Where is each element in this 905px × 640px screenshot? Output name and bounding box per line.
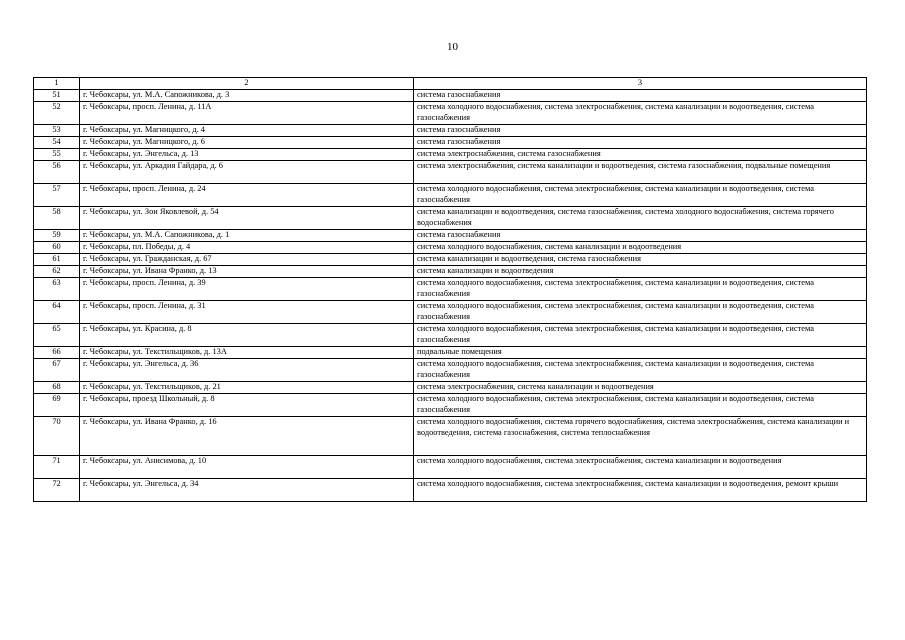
table-row — [34, 184, 867, 207]
row-systems: система газоснабжения — [414, 137, 867, 149]
row-address: г. Чебоксары, ул. Зои Яковлевой, д. 54 — [80, 207, 414, 230]
table-row — [34, 125, 867, 137]
table-row — [34, 382, 867, 394]
row-number: 64 — [34, 301, 80, 324]
row-address: г. Чебоксары, ул. Магницкого, д. 6 — [80, 137, 414, 149]
row-number: 70 — [34, 417, 80, 456]
row-systems: система холодного водоснабжения, система электроснабжения, система канализации и водоотведения — [414, 456, 867, 479]
row-address: г. Чебоксары, ул. Текстильщиков, д. 13А — [80, 347, 414, 359]
row-systems: система холодного водоснабжения, система электроснабжения, система канализации и водоотведения, система газоснабжения — [414, 278, 867, 301]
row-number: 52 — [34, 102, 80, 125]
row-number: 54 — [34, 137, 80, 149]
table-row — [34, 359, 867, 382]
row-systems: система холодного водоснабжения, система электроснабжения, система канализации и водоотведения, система газоснабжения — [414, 359, 867, 382]
row-systems: система холодного водоснабжения, система электроснабжения, система канализации и водоотведения, система газоснабжения — [414, 324, 867, 347]
row-address: г. Чебоксары, ул. Анисимова, д. 10 — [80, 456, 414, 479]
row-address: г. Чебоксары, ул. Энгельса, д. 34 — [80, 479, 414, 502]
table-row — [34, 456, 867, 479]
buildings-table — [33, 77, 867, 502]
page-number: 10 — [447, 41, 458, 53]
row-address: г. Чебоксары, ул. Аркадия Гайдара, д. 6 — [80, 161, 414, 184]
row-address: г. Чебоксары, ул. Ивана Франко, д. 16 — [80, 417, 414, 456]
row-address: г. Чебоксары, ул. М.А. Сапожникова, д. 1 — [80, 230, 414, 242]
row-number: 63 — [34, 278, 80, 301]
row-number: 59 — [34, 230, 80, 242]
row-number: 58 — [34, 207, 80, 230]
row-systems: система холодного водоснабжения, система электроснабжения, система канализации и водоотведения, система газоснабжения — [414, 184, 867, 207]
row-address: г. Чебоксары, ул. Красина, д. 8 — [80, 324, 414, 347]
table-header-row — [34, 78, 867, 90]
row-address: г. Чебоксары, ул. Энгельса, д. 13 — [80, 149, 414, 161]
row-systems: система холодного водоснабжения, система электроснабжения, система канализации и водоотведения, ремонт крыши — [414, 479, 867, 502]
table-row — [34, 479, 867, 502]
row-systems: система электроснабжения, система канализации и водоотведения — [414, 382, 867, 394]
row-systems: система канализации и водоотведения, система газоснабжения, система холодного водоснабжения, система горячего водоснабжения — [414, 207, 867, 230]
row-systems: система холодного водоснабжения, система горячего водоснабжения, система электроснабжения, система канализации и водоотведения, система газоснабжения, система теплоснабжения — [414, 417, 867, 456]
table-row — [34, 324, 867, 347]
row-address: г. Чебоксары, ул. Гражданская, д. 67 — [80, 254, 414, 266]
header-col-3: 3 — [414, 78, 867, 90]
row-number: 67 — [34, 359, 80, 382]
table-row — [34, 301, 867, 324]
table-row — [34, 417, 867, 456]
table-row — [34, 149, 867, 161]
row-systems: система холодного водоснабжения, система электроснабжения, система канализации и водоотведения, система газоснабжения — [414, 394, 867, 417]
row-systems: система газоснабжения — [414, 125, 867, 137]
row-systems: система канализации и водоотведения — [414, 266, 867, 278]
row-systems: система электроснабжения, система канализации и водоотведения, система газоснабжения, подвальные помещения — [414, 161, 867, 184]
row-number: 68 — [34, 382, 80, 394]
row-address: г. Чебоксары, просп. Ленина, д. 24 — [80, 184, 414, 207]
table-row — [34, 242, 867, 254]
table-row — [34, 394, 867, 417]
row-systems: система газоснабжения — [414, 90, 867, 102]
row-number: 66 — [34, 347, 80, 359]
row-address: г. Чебоксары, ул. Текстильщиков, д. 21 — [80, 382, 414, 394]
row-number: 62 — [34, 266, 80, 278]
row-number: 57 — [34, 184, 80, 207]
header-col-2: 2 — [80, 78, 414, 90]
row-address: г. Чебоксары, просп. Ленина, д. 31 — [80, 301, 414, 324]
row-number: 53 — [34, 125, 80, 137]
row-address: г. Чебоксары, пл. Победы, д. 4 — [80, 242, 414, 254]
row-systems: система холодного водоснабжения, система канализации и водоотведения — [414, 242, 867, 254]
row-number: 56 — [34, 161, 80, 184]
header-col-1: 1 — [34, 78, 80, 90]
row-systems: подвальные помещения — [414, 347, 867, 359]
row-systems: система холодного водоснабжения, система электроснабжения, система канализации и водоотведения, система газоснабжения — [414, 102, 867, 125]
row-number: 51 — [34, 90, 80, 102]
row-address: г. Чебоксары, проезд Школьный, д. 8 — [80, 394, 414, 417]
table-row — [34, 137, 867, 149]
table-row — [34, 266, 867, 278]
table-row — [34, 230, 867, 242]
row-number: 72 — [34, 479, 80, 502]
row-number: 69 — [34, 394, 80, 417]
row-address: г. Чебоксары, просп. Ленина, д. 39 — [80, 278, 414, 301]
row-systems: система газоснабжения — [414, 230, 867, 242]
row-address: г. Чебоксары, ул. Ивана Франко, д. 13 — [80, 266, 414, 278]
table-row — [34, 254, 867, 266]
row-number: 71 — [34, 456, 80, 479]
table-row — [34, 347, 867, 359]
row-number: 65 — [34, 324, 80, 347]
row-systems: система холодного водоснабжения, система электроснабжения, система канализации и водоотведения, система газоснабжения — [414, 301, 867, 324]
table-row — [34, 102, 867, 125]
row-systems: система канализации и водоотведения, система газоснабжения — [414, 254, 867, 266]
row-address: г. Чебоксары, ул. Магницкого, д. 4 — [80, 125, 414, 137]
table-row — [34, 161, 867, 184]
row-number: 60 — [34, 242, 80, 254]
table-row — [34, 207, 867, 230]
row-number: 61 — [34, 254, 80, 266]
row-address: г. Чебоксары, ул. Энгельса, д. 36 — [80, 359, 414, 382]
table-row — [34, 278, 867, 301]
table-row — [34, 90, 867, 102]
row-address: г. Чебоксары, просп. Ленина, д. 11А — [80, 102, 414, 125]
row-address: г. Чебоксары, ул. М.А. Сапожникова, д. 3 — [80, 90, 414, 102]
row-systems: система электроснабжения, система газоснабжения — [414, 149, 867, 161]
row-number: 55 — [34, 149, 80, 161]
